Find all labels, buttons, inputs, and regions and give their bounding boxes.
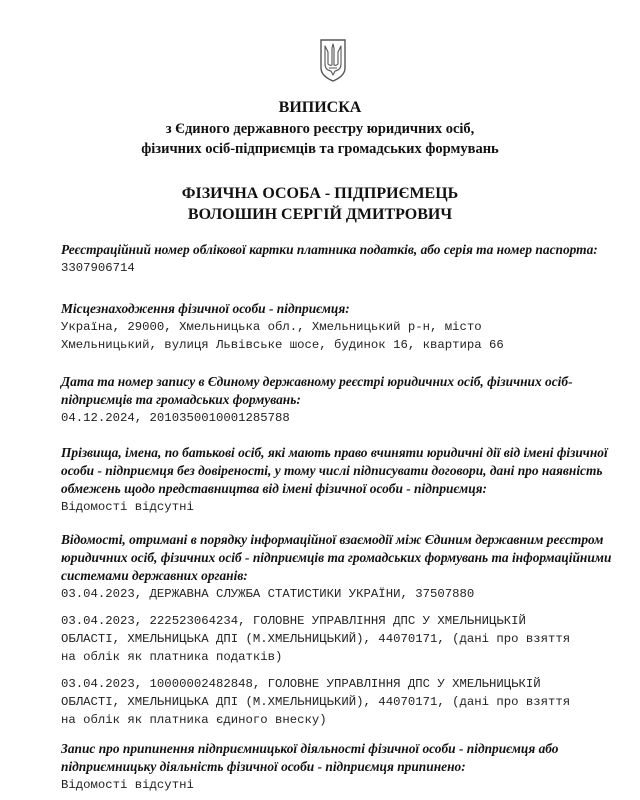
- section-value: Відомості відсутні: [61, 500, 194, 514]
- person-heading: [0, 183, 640, 225]
- document-title: ВИПИСКА: [278, 99, 362, 116]
- person-name: ВОЛОШИН СЕРГІЙ ДМИТРОВИЧ: [187, 206, 453, 223]
- subtitle-line-1: з Єдиного державного реєстру юридичних осіб,: [165, 121, 475, 137]
- section-termination: [61, 740, 621, 794]
- person-type: ФІЗИЧНА ОСОБА - ПІДПРИЄМЕЦЬ: [181, 185, 459, 202]
- section-tax-number: [61, 241, 621, 277]
- section-value: Відомості відсутні: [61, 778, 194, 792]
- section-label: Реєстраційний номер облікової картки платника податків, або серія та номер паспорта:: [61, 242, 598, 257]
- section-authorized-persons: [61, 444, 621, 516]
- section-label: Запис про припинення підприємницької діяльності фізичної особи - підприємця або підприємницьку діяльність фізичної особи - підприємця припинено:: [61, 741, 559, 774]
- section-value: 3307906714: [61, 261, 135, 275]
- section-location: [61, 300, 621, 354]
- section-label: Дата та номер запису в Єдиному державному реєстрі юридичних осіб, фізичних осіб- підприємців та громадських формувань:: [61, 374, 573, 407]
- section-value: 03.04.2023, 10000002482848, ГОЛОВНЕ УПРАВЛІННЯ ДПС У ХМЕЛЬНИЦЬКІЙ ОБЛАСТІ, ХМЕЛЬНИЦЬКА ДПІ (М.ХМЕЛЬНИЦЬКИЙ), 44070171, (дані про взяття на облік як платника єдиного внеску): [61, 677, 571, 727]
- document-subtitle: [0, 119, 640, 159]
- section-value: Україна, 29000, Хмельницька обл., Хмельницький р-н, місто Хмельницький, вулиця Львівське шосе, будинок 16, квартира 66: [61, 320, 504, 352]
- subtitle-line-2: фізичних осіб-підприємців та громадських формувань: [141, 141, 499, 157]
- section-value: 03.04.2023, 222523064234, ГОЛОВНЕ УПРАВЛІННЯ ДПС У ХМЕЛЬНИЦЬКІЙ ОБЛАСТІ, ХМЕЛЬНИЦЬКА ДПІ (М.ХМЕЛЬНИЦЬКИЙ), 44070171, (дані про взяття на облік як платника податків): [61, 614, 571, 664]
- section-label: Відомості, отримані в порядку інформаційної взаємодії між Єдиним державним реєстром юридичних осіб, фізичних осіб - підприємців та громадських формувань та інформаційними системами державних органів:: [61, 532, 612, 583]
- section-value: 03.04.2023, ДЕРЖАВНА СЛУЖБА СТАТИСТИКИ УКРАЇНИ, 37507880: [61, 587, 475, 601]
- section-value: 04.12.2024, 2010350010001285788: [61, 411, 290, 425]
- section-label: Місцезнаходження фізичної особи - підприємця:: [61, 301, 350, 316]
- section-label: Прізвища, імена, по батькові осіб, які мають право вчиняти юридичні дії від імені фізичної особи - підприємця без довіреності, у тому числі підписувати договори, дані про наявність обмежень щодо представництва від імені фізичної особи - підприємця:: [61, 445, 608, 496]
- section-interagency-data: [61, 531, 621, 729]
- trident-emblem-icon: [318, 37, 348, 83]
- section-registry-record: [61, 373, 621, 427]
